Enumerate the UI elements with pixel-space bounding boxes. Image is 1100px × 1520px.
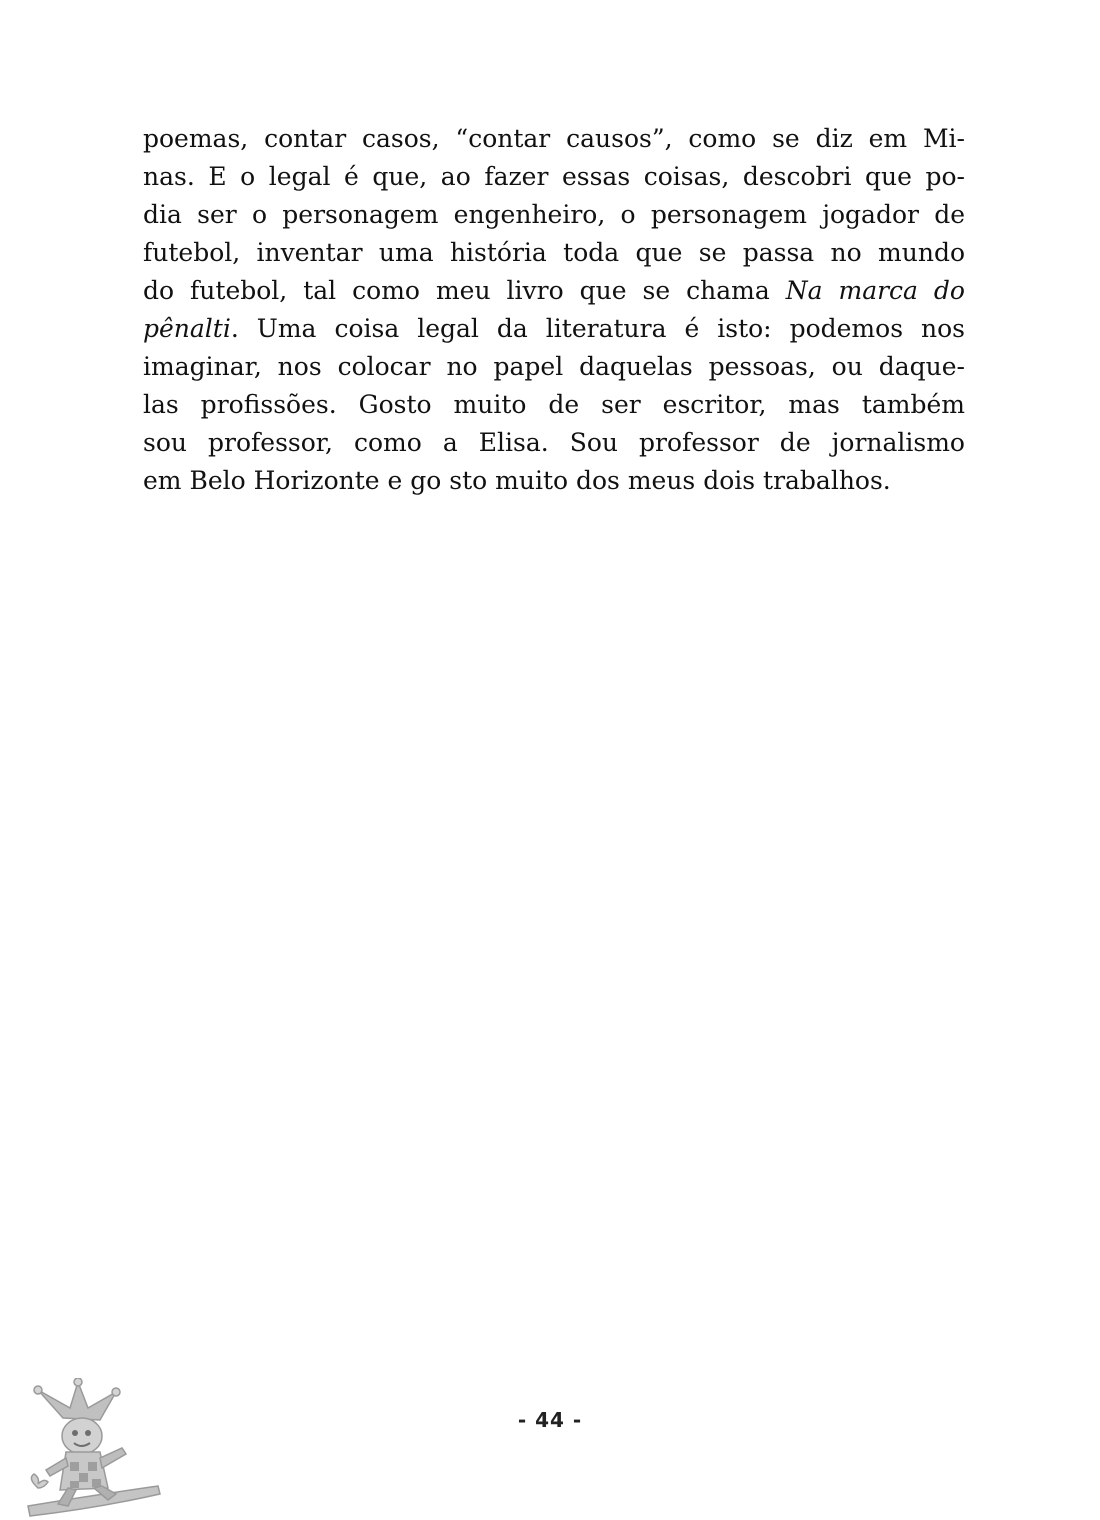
text-line: pênalti. Uma coisa legal da literatura é isto: podemos nos (143, 314, 965, 343)
text-line: poemas, contar casos, “contar causos”, como se diz em Mi- (143, 124, 965, 153)
body-paragraph (143, 120, 965, 500)
text-line: dia ser o personagem engenheiro, o personagem jogador de (143, 200, 965, 229)
text-line: do futebol, tal como meu livro que se chama Na marca do (143, 276, 965, 305)
book-title-italic: Na marca do (785, 276, 965, 305)
text-line: las profissões. Gosto muito de ser escritor, mas também (143, 390, 965, 419)
text-line: imaginar, nos colocar no papel daquelas pessoas, ou daque- (143, 352, 965, 381)
book-title-italic: pênalti (143, 314, 231, 343)
text-line: futebol, inventar uma história toda que se passa no mundo (143, 238, 965, 267)
page-number: - 44 - (517, 1408, 583, 1432)
jester-mascot-icon (8, 1378, 168, 1518)
text-line: nas. E o legal é que, ao fazer essas coisas, descobri que po- (143, 162, 965, 191)
text-line: sou professor, como a Elisa. Sou professor de jornalismo (143, 428, 965, 457)
text-line: em Belo Horizonte e go sto muito dos meus dois trabalhos. (143, 466, 891, 495)
